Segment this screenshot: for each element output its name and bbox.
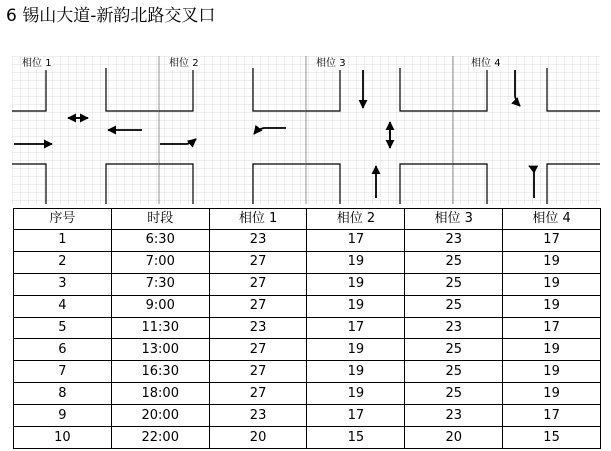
header-cell: 相位 1 (209, 209, 307, 230)
table-cell: 15 (503, 427, 601, 449)
table-cell: 6 (14, 339, 112, 361)
table-cell: 20:00 (111, 405, 209, 427)
table-cell: 25 (405, 339, 503, 361)
page-title: 6 锡山大道-新韵北路交叉口 (6, 6, 216, 26)
header-cell: 相位 2 (307, 209, 405, 230)
table-cell: 20 (405, 427, 503, 449)
signal-timing-table (13, 208, 601, 449)
table-cell: 23 (209, 230, 307, 252)
table-cell: 11:30 (111, 317, 209, 339)
table-cell: 19 (503, 295, 601, 317)
table-header-row (14, 209, 601, 230)
table-cell: 19 (503, 273, 601, 295)
table-cell: 19 (307, 273, 405, 295)
table-cell: 7:30 (111, 273, 209, 295)
table-cell: 16:30 (111, 361, 209, 383)
table-cell: 27 (209, 251, 307, 273)
table-cell: 27 (209, 273, 307, 295)
table-cell: 20 (209, 427, 307, 449)
table-cell: 17 (307, 405, 405, 427)
table-cell: 19 (307, 361, 405, 383)
table-cell: 18:00 (111, 383, 209, 405)
table-cell: 19 (503, 383, 601, 405)
table-cell: 17 (503, 230, 601, 252)
table-cell: 9 (14, 405, 112, 427)
table-cell: 19 (307, 383, 405, 405)
header-cell: 相位 3 (405, 209, 503, 230)
table-row (14, 427, 601, 449)
table-cell: 7:00 (111, 251, 209, 273)
header-cell: 序号 (14, 209, 112, 230)
table-cell: 23 (405, 317, 503, 339)
table-cell: 19 (307, 339, 405, 361)
phase-diagram (12, 56, 600, 204)
table-row (14, 361, 601, 383)
table-cell: 27 (209, 361, 307, 383)
table-cell: 1 (14, 230, 112, 252)
table-cell: 2 (14, 251, 112, 273)
table-cell: 25 (405, 383, 503, 405)
table-cell: 25 (405, 273, 503, 295)
table-cell: 9:00 (111, 295, 209, 317)
table-cell: 17 (307, 230, 405, 252)
header-cell: 相位 4 (503, 209, 601, 230)
phase-label-4: 相位 4 (471, 58, 501, 69)
table-cell: 19 (503, 251, 601, 273)
table-cell: 19 (503, 361, 601, 383)
table-row (14, 339, 601, 361)
phase-label-1: 相位 1 (22, 58, 52, 69)
table-cell: 8 (14, 383, 112, 405)
table-cell: 6:30 (111, 230, 209, 252)
table-cell: 23 (209, 317, 307, 339)
table-cell: 17 (503, 317, 601, 339)
table-row (14, 230, 601, 252)
phase-label-3: 相位 3 (316, 58, 346, 69)
table-cell: 5 (14, 317, 112, 339)
table-cell: 17 (307, 317, 405, 339)
table-cell: 27 (209, 383, 307, 405)
table-row (14, 273, 601, 295)
table-cell: 19 (307, 251, 405, 273)
table-cell: 17 (503, 405, 601, 427)
table-row (14, 383, 601, 405)
table-row (14, 295, 601, 317)
table-cell: 15 (307, 427, 405, 449)
table-cell: 27 (209, 339, 307, 361)
header-cell: 时段 (111, 209, 209, 230)
table-row (14, 317, 601, 339)
table-cell: 13:00 (111, 339, 209, 361)
table-cell: 25 (405, 251, 503, 273)
table-cell: 23 (209, 405, 307, 427)
table-cell: 10 (14, 427, 112, 449)
table-cell: 19 (503, 339, 601, 361)
table-cell: 19 (307, 295, 405, 317)
table-cell: 4 (14, 295, 112, 317)
table-row (14, 251, 601, 273)
table-cell: 27 (209, 295, 307, 317)
table-cell: 23 (405, 405, 503, 427)
table-cell: 23 (405, 230, 503, 252)
table-row (14, 405, 601, 427)
table-cell: 25 (405, 295, 503, 317)
table-cell: 22:00 (111, 427, 209, 449)
table-cell: 25 (405, 361, 503, 383)
phase-label-2: 相位 2 (169, 58, 199, 69)
table-cell: 7 (14, 361, 112, 383)
table-cell: 3 (14, 273, 112, 295)
